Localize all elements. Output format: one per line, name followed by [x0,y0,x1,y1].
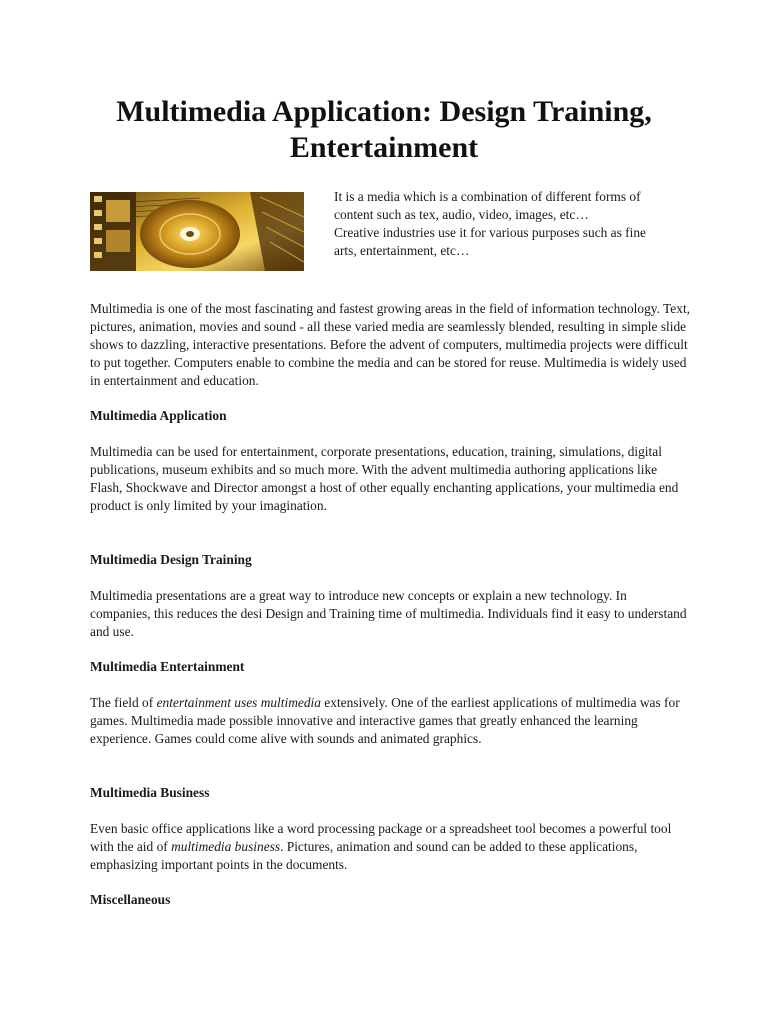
section-heading-design-training: Multimedia Design Training [90,552,252,567]
entertainment-text-end: extensively. One of the earliest applications of multimedia was for games. Multimedia made possible innovative and interactive games that greatly enhanced the learning experience. Games could come alive with sounds and animated graphics. [90,695,680,746]
section-text-entertainment [90,694,690,748]
section-heading-application: Multimedia Application [90,408,227,423]
entertainment-link-text: entertainment uses multimedia [156,695,321,710]
business-text-start: Even basic office applications like a word processing package or a spreadsheet tool becomes a powerful tool with the aid of [90,821,672,854]
intro-paragraph-1: It is a media which is a combination of different forms of content such as tex, audio, video, images, etc… [334,189,641,222]
business-link-text: multimedia business [171,839,281,854]
section-text-application: Multimedia can be used for entertainment, corporate presentations, education, training, simulations, digital publications, museum exhibits and so much more. With the advent multimedia authoring applications like Flash, Shockwave and Director amongst a host of other equally enchanting applications, your multimedia end product is only limited by your imagination. [90,444,679,513]
intro-paragraph-2: Creative industries use it for various purposes such as fine arts, entertainment, etc… [334,225,647,258]
section-heading-business: Multimedia Business [90,785,210,800]
section-heading-miscellaneous: Miscellaneous [90,892,171,907]
page-title: Multimedia Application: Design Training, Entertainment [116,95,652,164]
section-heading-entertainment: Multimedia Entertainment [90,659,245,674]
intro-text [334,188,654,260]
cd-disc-image [90,192,304,271]
overview-paragraph: Multimedia is one of the most fascinating and fastest growing areas in the field of information technology. Text, pictures, animation, movies and sound - all these varied media are seamlessly blended, resulting in simple slide shows to dazzling, interactive presentations. Before the advent of computers, multimedia projects were difficult to put together. Computers enable to combine the media and can be stored for reuse. Multimedia is widely used in entertainment and education. [90,301,691,388]
section-text-design-training: Multimedia presentations are a great way to introduce new concepts or explain a new technology. In companies, this reduces the desi Design and Training time of multimedia. Individuals find it easy to understand and use. [90,588,687,639]
business-text-end: . Pictures, animation and sound can be added to these applications, emphasizing important points in the documents. [90,839,638,872]
entertainment-text-start: The field of [90,695,157,710]
section-text-business [90,820,690,874]
